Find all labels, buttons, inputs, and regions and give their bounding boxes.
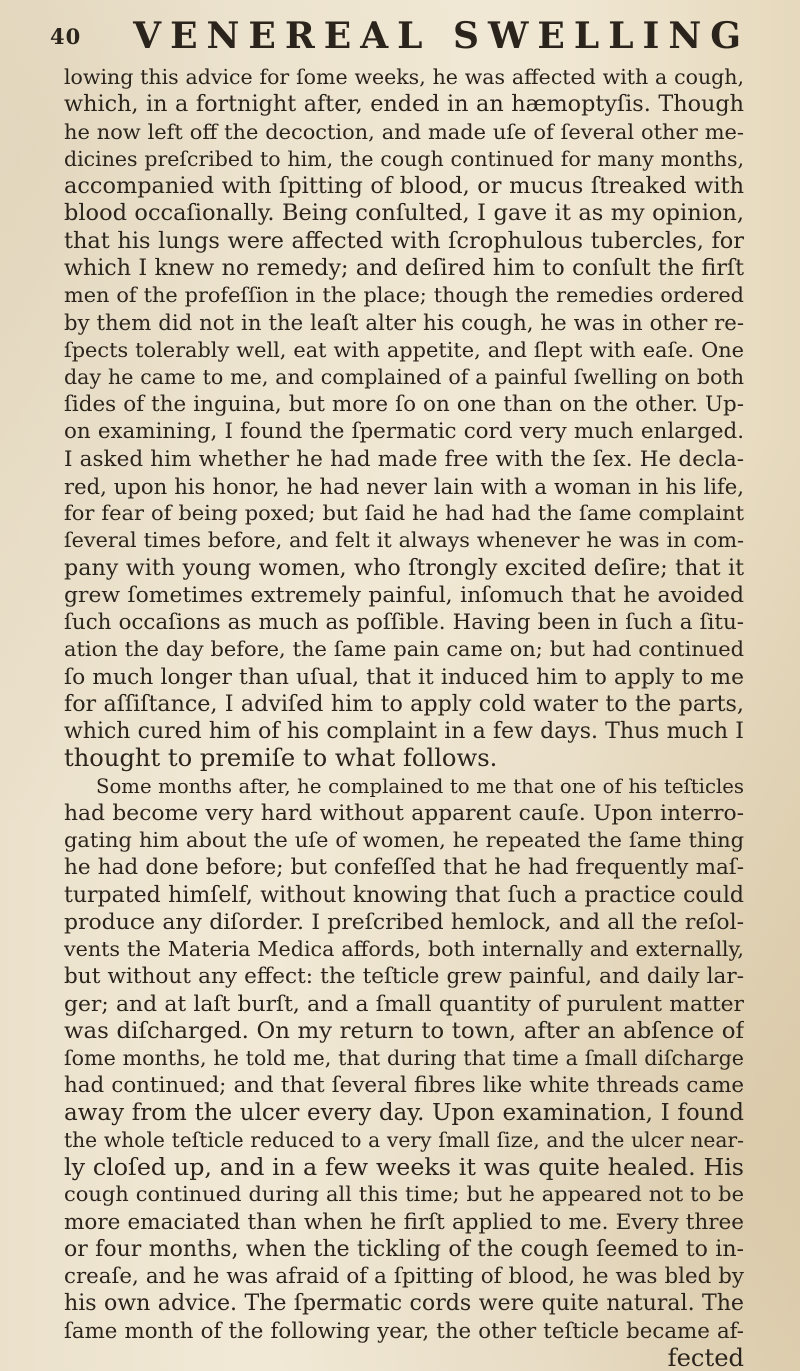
- text-line: creaſe, and he was afraid of a ſpitting of blood, he was bled by: [64, 1264, 744, 1289]
- page-number: 40: [50, 23, 82, 49]
- text-line: his own advice. The ſpermatic cords were quite natural. The: [64, 1290, 744, 1317]
- text-line: day he came to me, and complained of a painful ſwelling on both: [64, 364, 744, 389]
- catchword: fected: [667, 1344, 744, 1371]
- text-line: grew ſometimes extremely painful, inſomuch that he avoided: [64, 582, 744, 608]
- text-line: vents the Materia Medica affords, both internally and externally,: [64, 937, 744, 961]
- text-line: thought to premiſe to what follows.: [64, 745, 498, 773]
- text-line: lowing this advice for ſome weeks, he was affected with a cough,: [64, 65, 744, 89]
- text-line: ſome months, he told me, that during that time a ſmall diſcharge: [64, 1046, 744, 1070]
- text-line: ſeveral times before, and felt it always whenever he was in com-: [64, 528, 744, 553]
- text-line: ſides of the inguina, but more ſo on one than on the other. Up-: [64, 392, 744, 417]
- text-line: ation the day before, the ſame pain came on; but had continued: [64, 637, 744, 662]
- text-line: was diſcharged. On my return to town, after an abſence of: [64, 1017, 744, 1044]
- text-line: ſuch occaſions as much as poſſible. Having been in ſuch a ſitu-: [64, 610, 744, 635]
- text-line: for fear of being poxed; but ſaid he had had the ſame complaint: [64, 501, 744, 525]
- text-line: ſpects tolerably well, eat with appetite, and ſlept with eaſe. One: [64, 337, 744, 362]
- text-line: pany with young women, who ſtrongly excited deſire; that it: [64, 554, 744, 581]
- running-head: VENEREAL SWELLING: [133, 15, 750, 57]
- text-line: red, upon his honor, he had never lain with a woman in his life,: [64, 473, 744, 499]
- text-line: produce any diſorder. I preſcribed hemlock, and all the reſol-: [64, 909, 744, 935]
- text-line: accompanied with ſpitting of blood, or mucus ſtreaked with: [64, 173, 744, 199]
- text-line: Some months after, he complained to me that one of his teſticles: [96, 774, 744, 798]
- text-line: which cured him of his complaint in a few days. Thus much I: [64, 719, 744, 744]
- text-line: gating him about the uſe of women, he repeated the ſame thing: [64, 828, 744, 852]
- text-line: ſo much longer than uſual, that it induced him to apply to me: [64, 664, 744, 690]
- text-line: which I knew no remedy; and deſired him to conſult the firſt: [64, 254, 744, 281]
- text-line: that his lungs were affected with ſcrophulous tubercles, for: [64, 227, 744, 254]
- text-line: had continued; and that ſeveral fibres like white threads came: [64, 1073, 744, 1099]
- text-line: turpated himſelf, without knowing that ſuch a practice could: [64, 882, 744, 908]
- text-line: men of the profeſſion in the place; though the remedies ordered: [64, 283, 744, 307]
- text-line: more emaciated than when he firſt applied to me. Every three: [64, 1209, 744, 1235]
- text-line: or four months, when the tickling of the cough ſeemed to in-: [64, 1236, 744, 1262]
- text-line: which, in a fortnight after, ended in an hæmoptyſis. Though: [64, 91, 744, 118]
- paragraph-2: [64, 773, 744, 1345]
- text-line: for aſſiſtance, I adviſed him to apply cold water to the parts,: [64, 690, 744, 717]
- text-line: ſame month of the following year, the other teſticle became af-: [64, 1318, 744, 1344]
- text-line: cough continued during all this time; but he appeared not to be: [64, 1182, 744, 1207]
- text-line: blood occaſionally. Being conſulted, I gave it as my opinion,: [64, 200, 744, 227]
- text-line: but without any effect: the teſticle grew painful, and daily lar-: [64, 964, 744, 990]
- text-line: away from the ulcer every day. Upon examination, I found: [64, 1099, 744, 1126]
- text-line: had become very hard without apparent cauſe. Upon interro-: [64, 800, 744, 826]
- text-line: the whole teſticle reduced to a very ſmall ſize, and the ulcer near-: [64, 1127, 744, 1152]
- text-line: ger; and at laſt burſt, and a ſmall quantity of purulent matter: [64, 991, 744, 1017]
- text-line: he had done before; but confeſſed that he had frequently maſ-: [64, 855, 744, 881]
- text-line: ly cloſed up, and in a few weeks it was quite healed. His: [64, 1154, 744, 1181]
- page-header: [50, 16, 750, 56]
- body-text: [64, 64, 744, 1371]
- paragraph-1: [64, 64, 744, 773]
- text-line: by them did not in the leaſt alter his cough, he was in other re-: [64, 310, 744, 336]
- text-line: I asked him whether he had made free with the ſex. He decla-: [64, 446, 744, 472]
- text-line: on examining, I found the ſpermatic cord very much enlarged.: [64, 419, 744, 445]
- text-line: he now left off the decoction, and made uſe of ſeveral other me-: [64, 119, 744, 144]
- text-line: dicines preſcribed to him, the cough continued for many months,: [64, 146, 744, 171]
